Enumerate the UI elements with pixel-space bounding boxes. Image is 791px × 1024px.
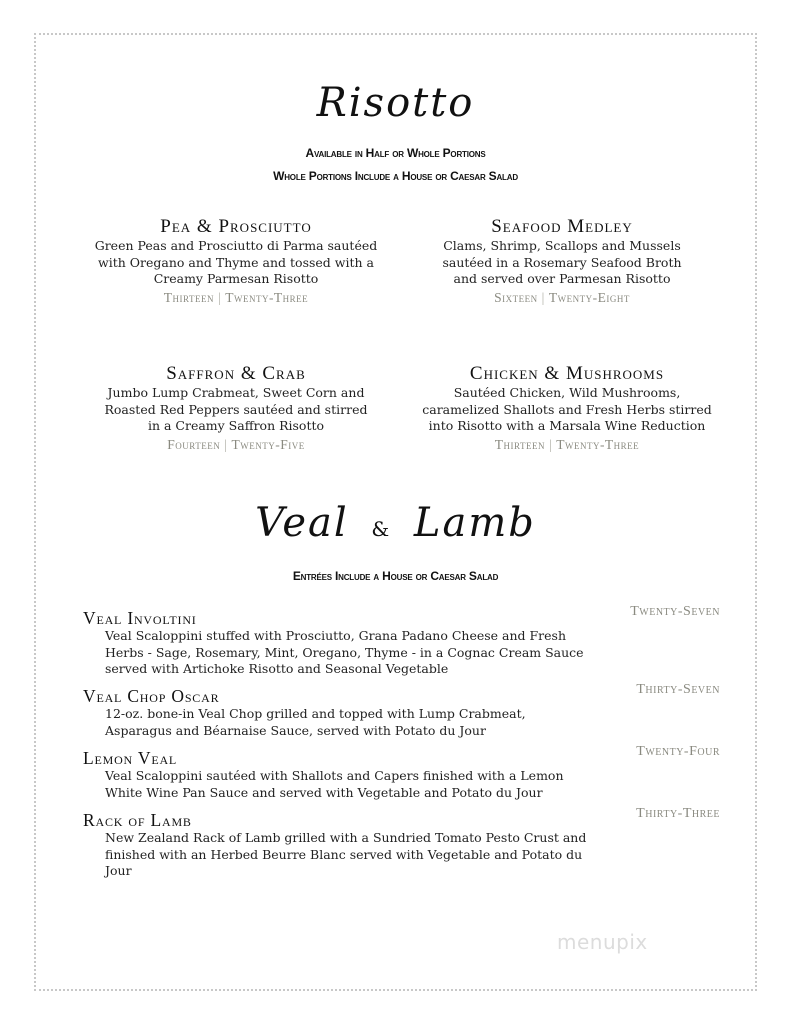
risotto-note-portions: Available in Half or Whole Portions — [305, 146, 486, 160]
entree-description: Veal Scaloppini sautéed with Shallots and Capers finished with a Lemon White Wine Pan Sauce and served with Vegetable and Potato du Jour — [105, 768, 564, 800]
dish-description: Clams, Shrimp, Scallops and Mussels sautéed in a Rosemary Seafood Broth and served over Parmesan Risotto — [442, 238, 682, 286]
entree-veal-involtini — [83, 604, 723, 678]
veal-lamb-note: Entrées Include a House or Caesar Salad — [292, 569, 499, 583]
dish-description: Sautéed Chicken, Wild Mushrooms, caramelized Shallots and Fresh Herbs stirred into Risotto with a Marsala Wine Reduction — [422, 385, 712, 433]
entree-rack-of-lamb — [83, 806, 723, 880]
entree-description: Veal Scaloppini stuffed with Prosciutto, Grana Padano Cheese and Fresh Herbs - Sage, Rosemary, Mint, Oregano, Thyme - in a Cognac Cream Sauce served with Artichoke Risotto and Seasonal Vegetable — [105, 628, 584, 676]
section-title-risotto: Risotto — [316, 80, 475, 126]
risotto-dish-saffron-crab — [76, 363, 396, 453]
entree-price: Thirty-Three — [636, 806, 720, 821]
dish-price: Thirteen | Twenty-Three — [163, 289, 309, 305]
dish-description: Jumbo Lump Crabmeat, Sweet Corn and Roasted Red Peppers sautéed and stirred in a Creamy Saffron Risotto — [104, 385, 368, 433]
entree-description: New Zealand Rack of Lamb grilled with a Sundried Tomato Pesto Crust and finished with an Herbed Beurre Blanc served with Vegetable and Potato du Jour — [105, 830, 587, 878]
entree-lemon-veal — [83, 744, 723, 801]
dish-price: Thirteen | Twenty-Three — [494, 436, 640, 452]
dish-name: Pea & Prosciutto — [160, 216, 312, 237]
entree-name: Rack of Lamb — [83, 810, 192, 830]
entree-price: Twenty-Four — [636, 744, 720, 759]
entree-name: Veal Chop Oscar — [83, 686, 220, 706]
risotto-note-salad: Whole Portions Include a House or Caesar Salad — [273, 169, 518, 183]
menupix-watermark: menupix — [557, 930, 648, 954]
risotto-dish-seafood-medley — [402, 216, 722, 306]
section-title-veal-lamb: Veal & Lamb — [255, 500, 536, 546]
dish-name: Saffron & Crab — [166, 363, 306, 384]
entree-price: Thirty-Seven — [636, 682, 720, 697]
dish-name: Chicken & Mushrooms — [469, 363, 665, 384]
risotto-dish-chicken-mushrooms — [402, 363, 732, 453]
entree-veal-chop-oscar — [83, 682, 723, 739]
dish-name: Seafood Medley — [491, 216, 633, 237]
entree-name: Veal Involtini — [83, 608, 197, 628]
dish-price: Fourteen | Twenty-Five — [167, 436, 305, 452]
risotto-dish-pea-prosciutto — [76, 216, 396, 306]
dish-description: Green Peas and Prosciutto di Parma sautéed with Oregano and Thyme and tossed with a Creamy Parmesan Risotto — [94, 238, 378, 286]
entree-description: 12-oz. bone-in Veal Chop grilled and topped with Lump Crabmeat, Asparagus and Béarnaise Sauce, served with Potato du Jour — [105, 706, 526, 738]
entree-name: Lemon Veal — [83, 748, 178, 768]
entree-price: Twenty-Seven — [630, 604, 720, 619]
dish-price: Sixteen | Twenty-Eight — [494, 289, 630, 305]
